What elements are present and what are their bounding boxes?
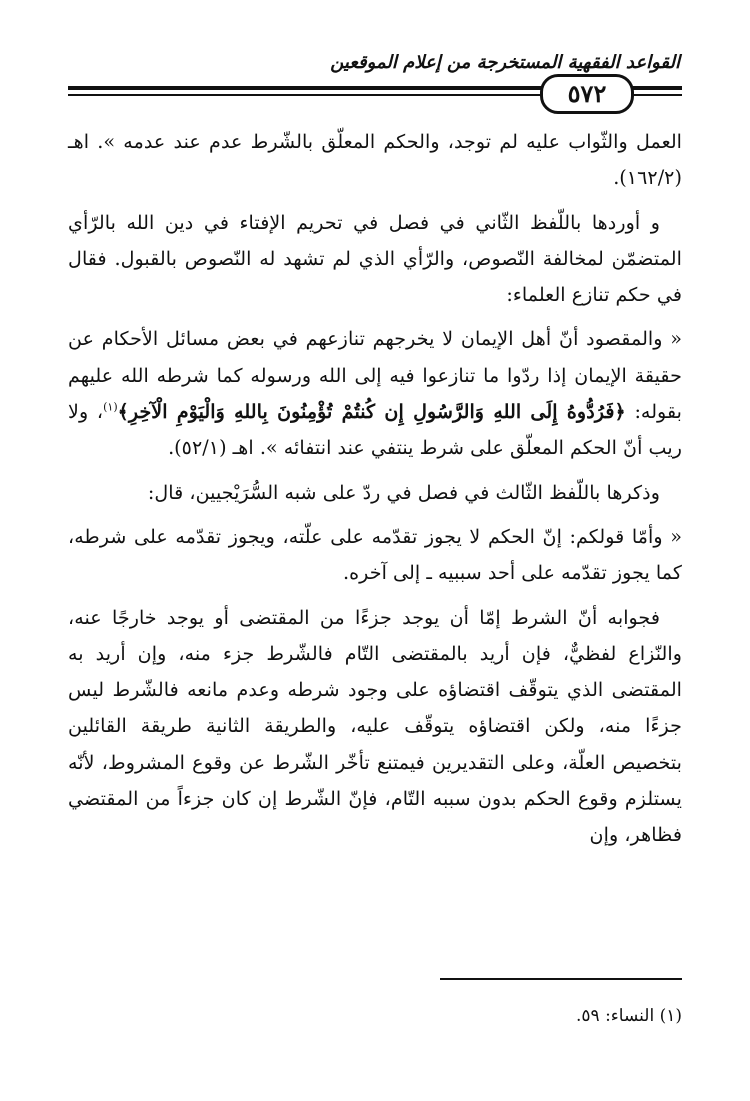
quran-verse: ﴿فَرُدُّوهُ إِلَى اللهِ وَالرَّسُولِ إِن كُنتُمْ تُؤْمِنُونَ بِاللهِ وَالْيَوْمِ الْآخِرِ﴾ xyxy=(117,400,626,424)
footnote-separator xyxy=(440,978,682,980)
quote-text-before: « والمقصود أنّ أهل الإيمان لا يخرجهم تنازعهم في بعض مسائل الأحكام عن حقيقة الإيمان إذا ردّوا ما تنازعوا فيه إلى الله ورسوله كما شرطه الله عليهم بقوله: xyxy=(68,327,682,424)
paragraph-3 xyxy=(68,321,682,466)
footnote: (١) النساء: ٥٩. xyxy=(576,1006,682,1026)
paragraph-6: فجوابه أنّ الشرط إمّا أن يوجد جزءًا من المقتضى أو يوجد خارجًا عنه، والنّزاع لفظيٌّ، فإن أريد بالمقتضى التّام فالشّرط جزء منه، وإن أريد به المقتضى الذي يتوقّف اقتضاؤه على وجود شرطه وعدم مانعه فالشّرط ليس جزءًا منه، ولكن اقتضاؤه يتوقّف عليه، والطريقة الثانية طريقة القائلين بتخصيص العلّة، وعلى التقديرين فيمتنع تأخّر الشّرط عن وقوع المشروط، لأنّه يستلزم وقوع الحكم بدون سببه التّام، فإنّ الشّرط إن كان جزءاً من المقتضي فظاهر، وإن xyxy=(68,605,682,847)
running-header-title: القواعد الفقهية المستخرجة من إعلام الموقعين xyxy=(330,52,680,73)
paragraph-5: « وأمّا قولكم: إنّ الحكم لا يجوز تقدّمه على علّته، ويجوز تقدّمه على شرطه، كما يجوز تقدّمه على أحد سببيه ـ إلى آخره. xyxy=(68,524,682,585)
page-number-badge: ٥٧٢ xyxy=(540,74,634,114)
quote-text-after: ، ولا ريب أنّ الحكم المعلّق على شرط ينتفي عند انتفائه ». اهـ (٥٢/١). xyxy=(68,400,682,460)
paragraph-4: وذكرها باللّفظ الثّالث في فصل في ردّ على شبه السُّرَيْجيين، قال: xyxy=(147,480,660,504)
footnote-reference: (١) xyxy=(103,400,118,414)
paragraph-2: و أوردها باللّفظ الثّاني في فصل في تحريم الإفتاء في دين الله بالرّأي المتضمّن لمخالفة النّصوص، والرّأي الذي لم تشهد له النّصوص بالقبول. فقال في حكم تنازع العلماء: xyxy=(68,210,682,307)
paragraph-1: العمل والثّواب عليه لم توجد، والحكم المعلّق بالشّرط عدم عند عدمه ». اهـ (١٦٢/٢). xyxy=(68,130,682,190)
body-text xyxy=(68,124,682,862)
